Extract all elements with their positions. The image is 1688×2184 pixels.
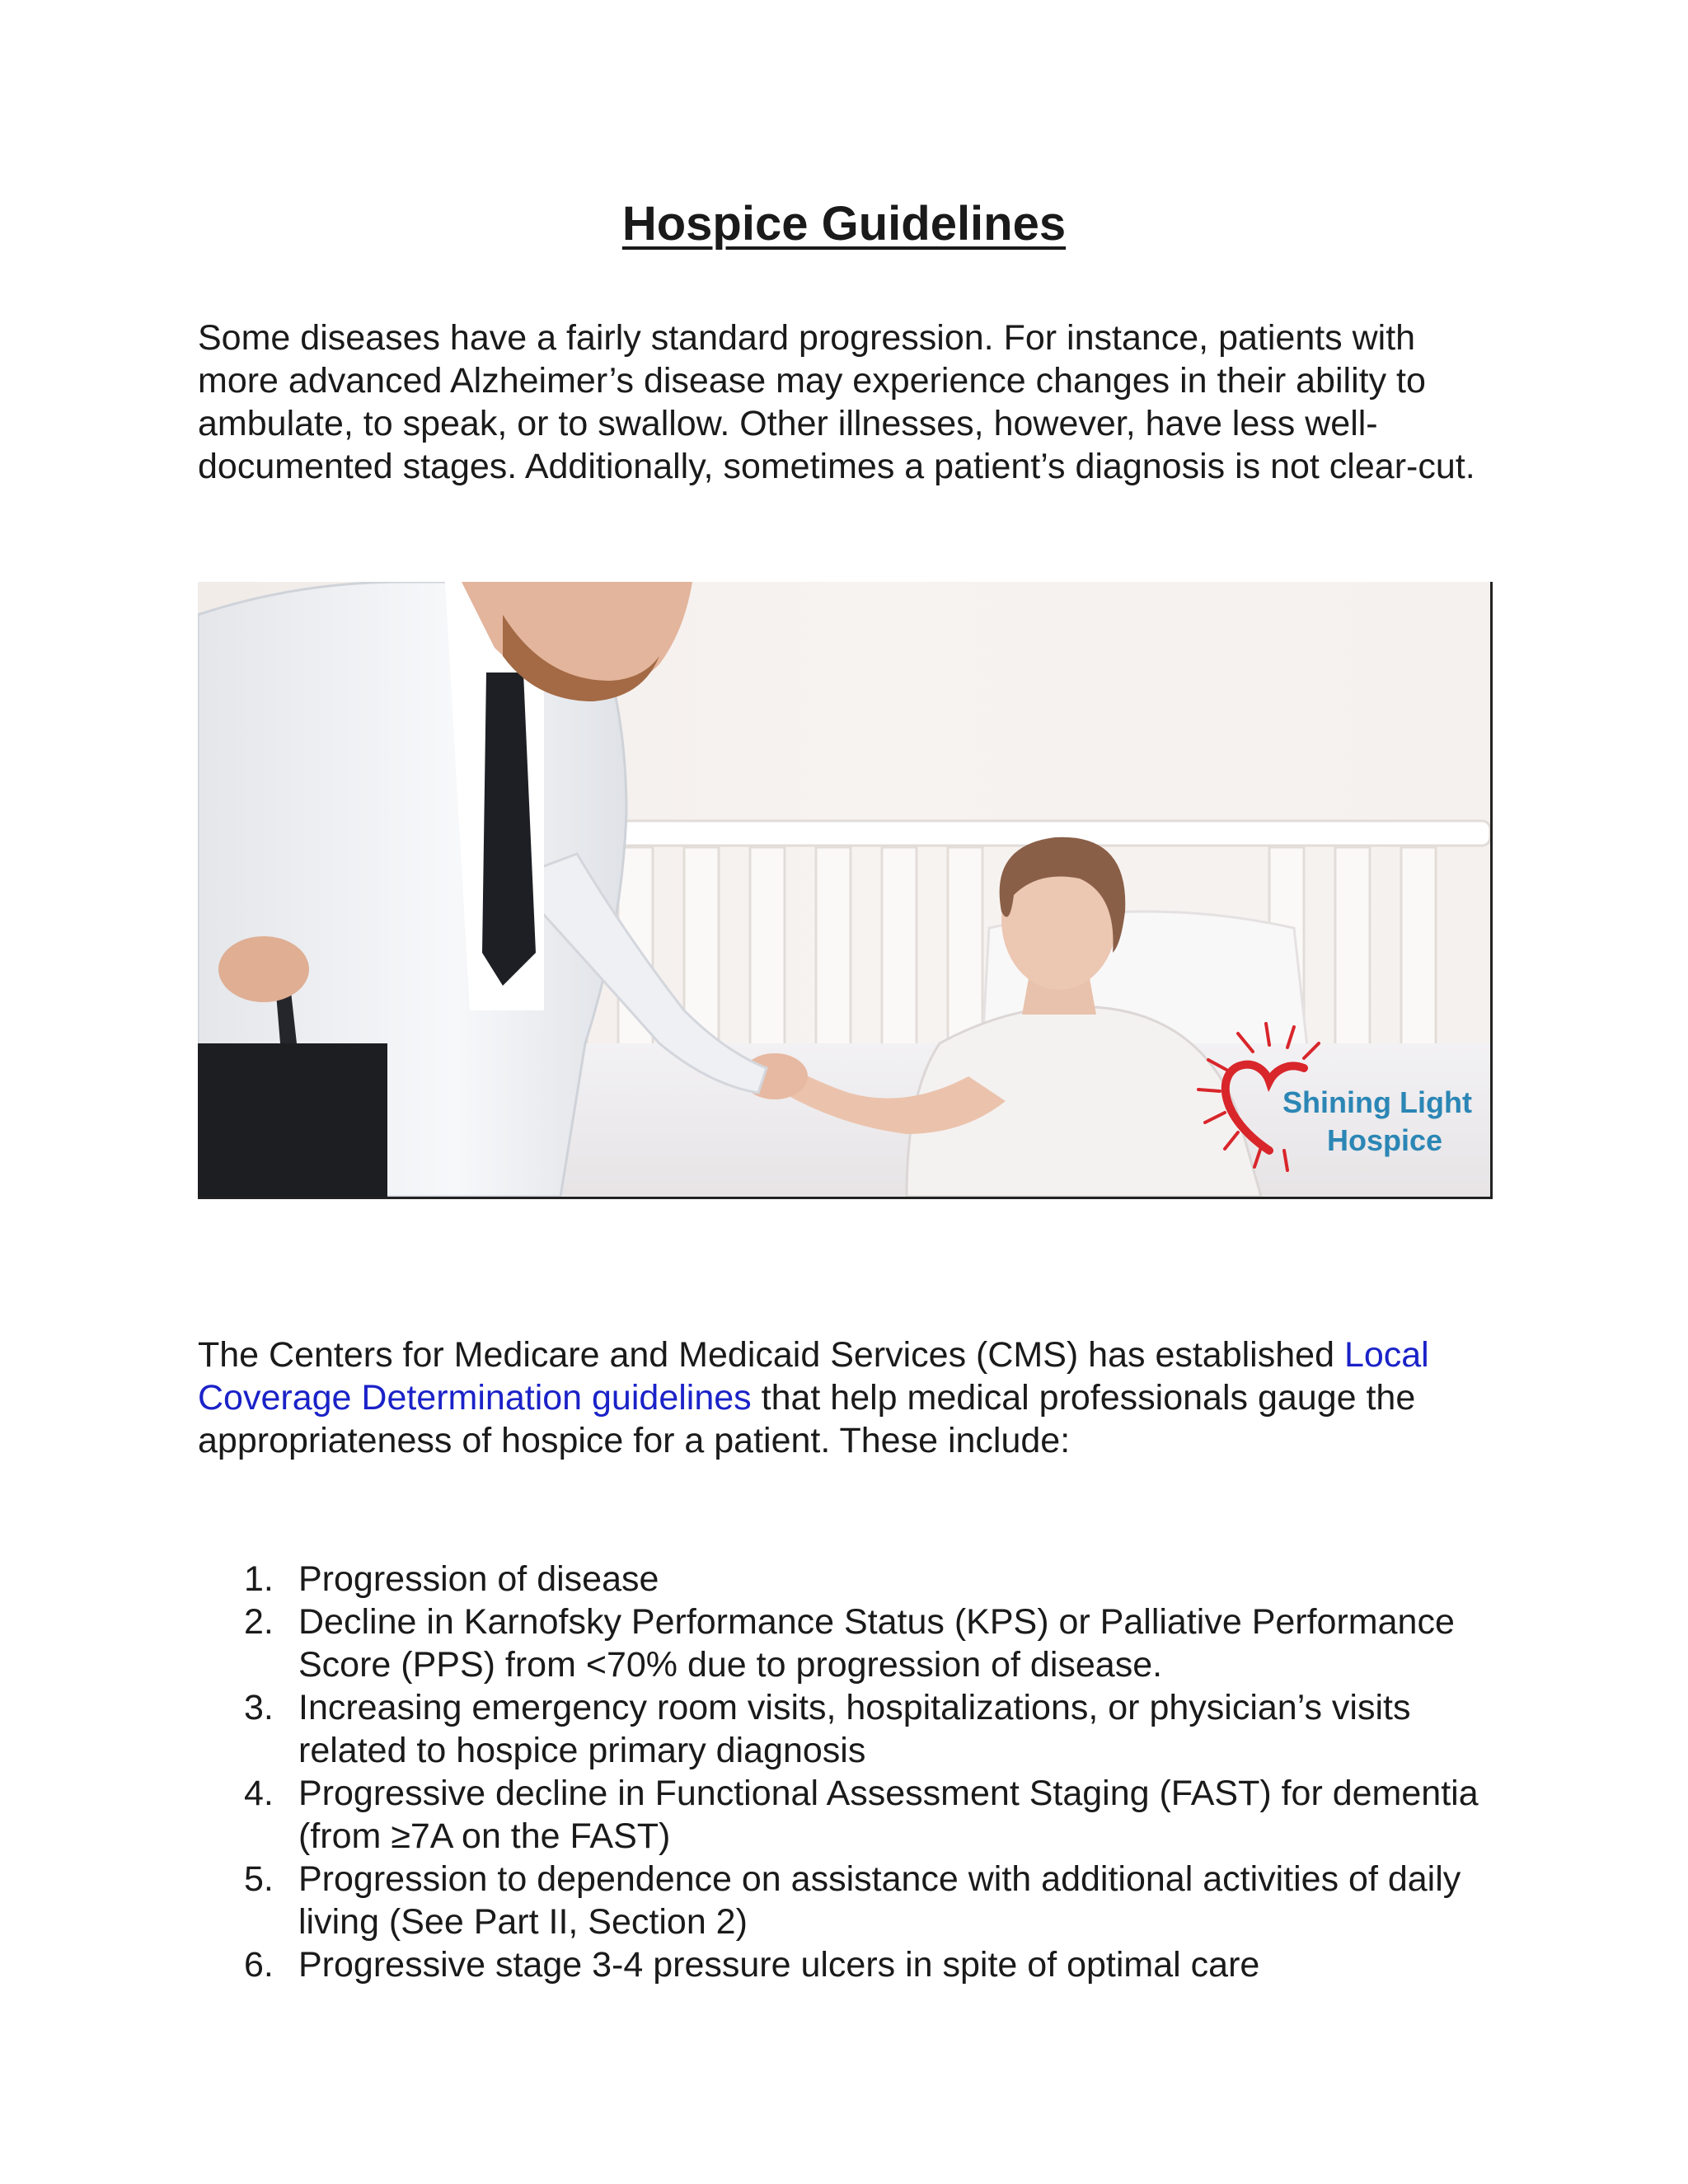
list-item — [198, 1772, 1517, 1858]
list-item-text: Progression of disease — [298, 1559, 659, 1599]
list-number: 3. — [244, 1688, 274, 1727]
list-item — [198, 1686, 1517, 1772]
list-item-text: Progression to dependence on assistance with additional activities of daily living (See Part II, Section 2) — [298, 1859, 1461, 1942]
lcd-guidelines-link[interactable]: Local Coverage Determination guidelines — [198, 1335, 1429, 1418]
criteria-list — [198, 1558, 1517, 1986]
intro-paragraph: Some diseases have a fairly standard progression. For instance, patients with more advanced Alzheimer’s disease may experience changes in their ability to ambulate, to speak, or to swallow. Other illnesses, however, have less well-documented stages. Additionally, sometimes a patient’s diagnosis is not clear-cut. — [198, 318, 1475, 486]
list-item — [198, 1943, 1517, 1986]
list-item — [198, 1858, 1517, 1943]
cms-text-after: that help medical professionals gauge the appropriateness of hospice for a patient. These include: — [198, 1378, 1416, 1460]
list-number: 4. — [244, 1774, 274, 1813]
list-item-text: Increasing emergency room visits, hospitalizations, or physician’s visits related to hospice primary diagnosis — [298, 1688, 1411, 1770]
cms-paragraph — [198, 1333, 1492, 1462]
cms-text-before: The Centers for Medicare and Medicaid Services (CMS) has established — [198, 1335, 1344, 1375]
list-item-text: Decline in Karnofsky Performance Status (KPS) or Palliative Performance Score (PPS) from <70% due to progression of disease. — [298, 1602, 1455, 1685]
logo-line1: Shining Light — [1282, 1085, 1472, 1119]
list-number: 5. — [244, 1859, 274, 1899]
list-number: 6. — [244, 1945, 274, 1985]
list-item-text: Progressive stage 3-4 pressure ulcers in spite of optimal care — [298, 1945, 1260, 1985]
logo-line2: Hospice — [1327, 1123, 1443, 1157]
list-number: 2. — [244, 1602, 274, 1642]
page-title: Hospice Guidelines — [621, 197, 1067, 251]
list-number: 1. — [244, 1559, 274, 1599]
list-item — [198, 1601, 1517, 1686]
hero-photo — [198, 582, 1493, 1199]
list-item — [198, 1558, 1517, 1601]
list-item-text: Progressive decline in Functional Assessment Staging (FAST) for dementia (from ≥7A on the FAST) — [298, 1774, 1479, 1856]
